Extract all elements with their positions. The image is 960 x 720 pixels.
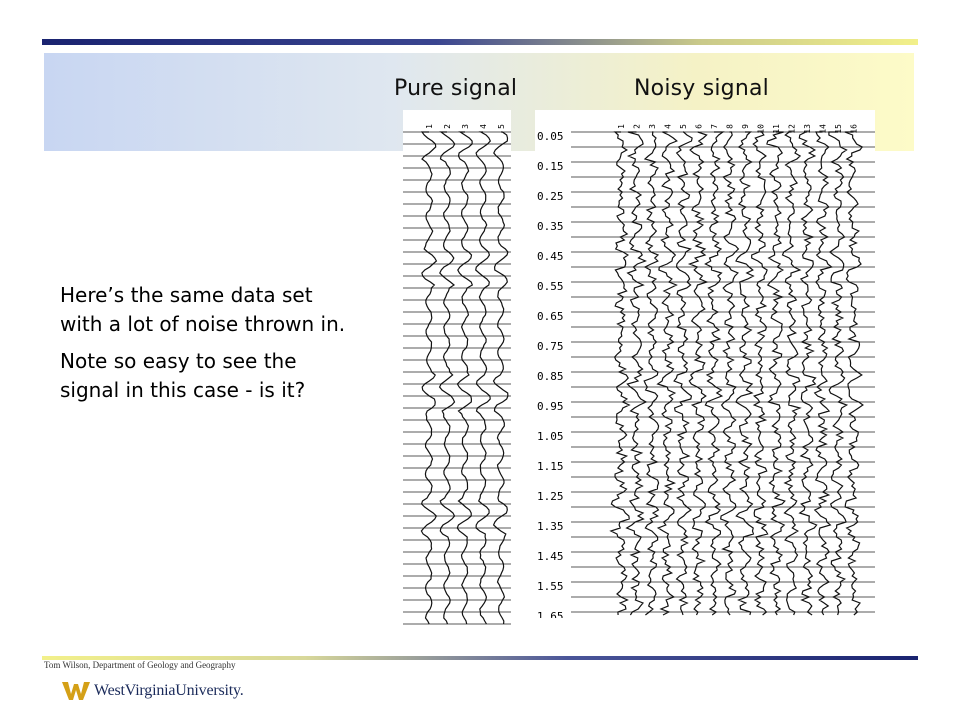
trace-number-label: 10 [756, 124, 766, 134]
seismic-trace [845, 132, 863, 615]
time-label: 0.95 [537, 400, 564, 413]
time-label: 1.05 [537, 430, 564, 443]
trace-number-label: 3 [461, 124, 470, 129]
seismic-trace [829, 132, 847, 615]
trace-number-label: 5 [497, 124, 506, 129]
trace-number-label: 9 [741, 124, 750, 129]
seismic-trace [658, 132, 677, 615]
seismic-trace [783, 132, 801, 615]
trace-number-label: 5 [679, 124, 688, 129]
seismic-trace [721, 132, 739, 615]
time-label: 1.15 [537, 460, 564, 473]
seismic-trace [799, 132, 816, 615]
seismic-trace [644, 132, 658, 615]
time-label: 0.35 [537, 220, 564, 233]
noisy-seismogram [535, 110, 875, 618]
seismic-trace [440, 132, 455, 624]
footer-credit: Tom Wilson, Department of Geology and Geography [44, 660, 236, 670]
trace-number-label: 16 [849, 124, 859, 134]
trace-number-label: 15 [834, 124, 843, 134]
time-label: 1.65 [537, 610, 564, 618]
time-label: 0.45 [537, 250, 564, 263]
seismic-trace [752, 132, 768, 615]
paragraph-2: Note so easy to see the signal in this case - is it? [60, 349, 306, 402]
time-label: 1.25 [537, 490, 564, 503]
time-label: 0.15 [537, 160, 564, 173]
university-logo [62, 678, 244, 704]
pure-seismogram [403, 110, 511, 625]
trace-number-label: 4 [663, 124, 673, 129]
seismic-trace [611, 132, 629, 615]
time-label: 0.25 [537, 190, 564, 203]
time-label: 0.85 [537, 370, 564, 383]
trace-number-label: 11 [772, 124, 781, 134]
time-label: 1.45 [537, 550, 564, 563]
seismic-trace [689, 132, 707, 615]
seismic-trace [476, 132, 491, 624]
trace-number-label: 12 [787, 124, 797, 134]
seismic-trace [674, 132, 692, 615]
trace-number-label: 6 [694, 124, 704, 129]
wv-logo-icon [62, 680, 90, 702]
time-label: 0.05 [537, 130, 564, 143]
seismic-trace [736, 132, 753, 615]
trace-number-label: 7 [710, 124, 719, 129]
noisy-signal-label: Noisy signal [634, 76, 769, 101]
trace-number-label: 2 [632, 124, 642, 129]
seismic-trace [421, 132, 436, 624]
time-label: 0.55 [537, 280, 564, 293]
seismic-trace [767, 132, 785, 615]
time-label: 1.35 [537, 520, 564, 533]
trace-number-label: 13 [803, 124, 812, 134]
trace-number-label: 3 [648, 124, 657, 129]
pure-signal-label: Pure signal [394, 76, 518, 101]
noisy-seismogram-svg [535, 110, 875, 618]
seismic-trace [457, 132, 472, 624]
paragraph-1: Here’s the same data set with a lot of noise thrown in. [60, 283, 346, 336]
seismic-trace [494, 132, 508, 624]
trace-number-label: 1 [617, 124, 626, 129]
pure-seismogram-svg [403, 110, 511, 625]
top-divider [42, 39, 918, 45]
trace-number-label: 8 [725, 124, 735, 129]
time-label: 1.55 [537, 580, 564, 593]
trace-number-label: 4 [479, 124, 488, 129]
time-label: 0.65 [537, 310, 564, 323]
trace-number-label: 14 [818, 124, 828, 134]
trace-number-label: 2 [443, 124, 452, 129]
seismic-trace [705, 132, 723, 615]
seismic-trace [815, 132, 832, 615]
time-label: 0.75 [537, 340, 564, 353]
university-name: WestVirginiaUniversity. [94, 682, 244, 699]
trace-number-label: 1 [425, 124, 434, 129]
seismic-trace [627, 132, 646, 615]
body-text [60, 281, 360, 413]
